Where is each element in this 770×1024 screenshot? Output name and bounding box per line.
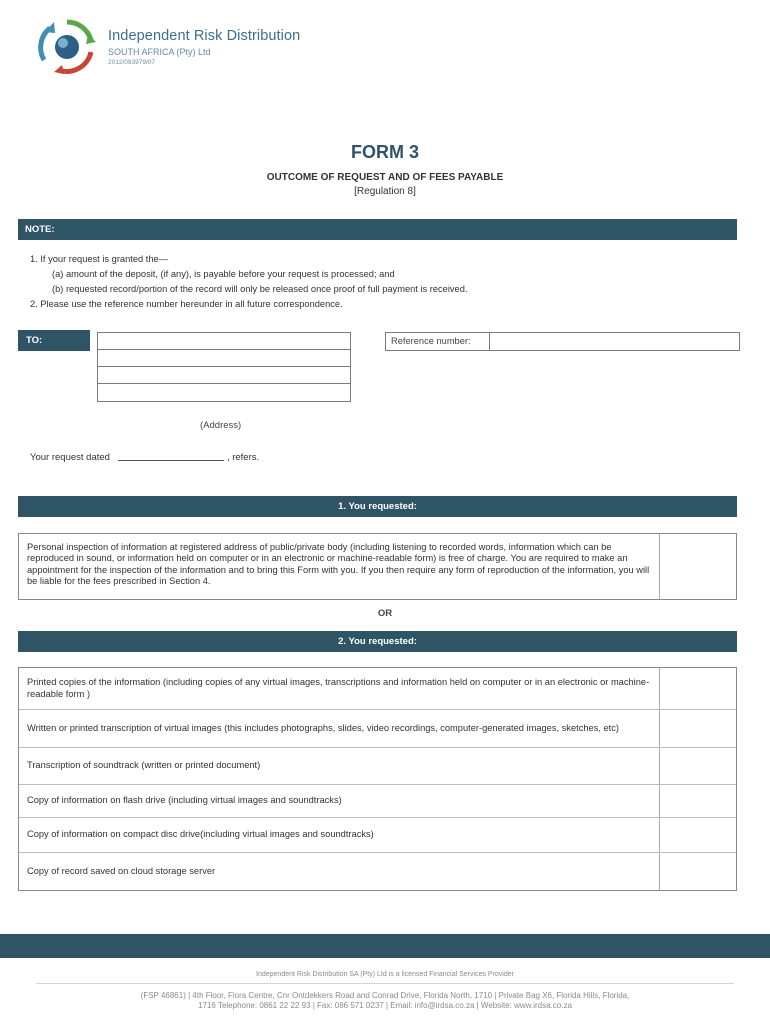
option-checkbox[interactable] [660,853,736,890]
footer-address [0,991,770,1011]
note-item: 2. Please use the reference number hereunder in all future correspondence. [30,299,343,309]
company-name: Independent Risk Distribution [108,28,301,44]
option-row [19,853,736,890]
footer-divider [36,983,734,984]
company-logo [36,18,98,76]
option-row [19,785,736,818]
option-checkbox[interactable] [660,710,736,747]
option-label: Written or printed transcription of virtual images (this includes photographs, slides, video recordings, computer-generated images, sketches, etc) [19,710,660,747]
option-checkbox[interactable] [660,668,736,709]
section1-text: Personal inspection of information at registered address of public/private body (including listening to recorded words, information which can be reproduced in sound, or information held on computer or in an electronic or machine-readable form) is free of charge. You are required to make an appointment for the inspection of the information and to bring this Form with you. If you then require any form of reproduction of the information, you will be liable for the fees prescribed in Section 4. [19,534,660,599]
option-row [19,818,736,853]
address-field [97,332,351,402]
footer-bar [0,934,770,958]
option-label: Copy of information on flash drive (including virtual images and soundtracks) [19,785,660,817]
footer-licence: Independent Risk Distribution SA (Pty) Ltd is a licensed Financial Services Provider [256,971,514,978]
address-line-4[interactable] [98,384,350,401]
address-caption: (Address) [200,420,242,431]
option-checkbox[interactable] [660,748,736,784]
section1-option [18,533,737,600]
address-line-2[interactable] [98,350,350,367]
form-subtitle: OUTCOME OF REQUEST AND OF FEES PAYABLE [266,172,504,183]
option-row [19,668,736,710]
request-dated-row [30,451,259,463]
option-checkbox[interactable] [660,785,736,817]
footer-address-line-2: 1716 Telephone: 0861 22 22 93 | Fax: 086 571 0237 | Email: info@irdsa.co.za | Website: www.irdsa.co.za [198,1001,572,1010]
to-label: TO: [18,330,90,351]
note-item: (b) requested record/portion of the record will only be released once proof of full payment is received. [52,284,468,294]
reference-number-field [385,332,740,351]
option-label: Printed copies of the information (including copies of any virtual images, transcriptions and information held on computer or in an electronic or machine-readable form ) [19,668,660,709]
reference-number-input[interactable] [490,333,739,350]
request-dated-label: Your request dated [30,452,110,463]
company-subtitle: SOUTH AFRICA (Pty) Ltd [108,47,211,57]
company-header [108,28,300,66]
note-item: 1. If your request is granted the— [30,254,168,264]
footer-address-line-1: (FSP 46861) | 4th Floor, Flora Centre, Cnr Ontdekkers Road and Conrad Drive, Florida North, 1710 | Private Bag X6, Florida Hills, Florida, [140,991,630,1000]
section2-options [18,667,737,891]
address-line-3[interactable] [98,367,350,384]
request-date-input[interactable] [118,451,224,461]
or-separator: OR [377,608,393,619]
section1-checkbox[interactable] [660,534,736,599]
address-line-1[interactable] [98,333,350,350]
option-label: Copy of information on compact disc drive(including virtual images and soundtracks) [19,818,660,852]
note-list [30,252,467,312]
section2-bar: 2. You requested: [18,631,737,652]
note-bar: NOTE: [18,219,737,240]
refers-text: , refers. [226,452,260,463]
option-row [19,748,736,785]
form-title: FORM 3 [350,142,419,162]
form-regulation: [Regulation 8] [354,186,416,197]
reference-number-label: Reference number: [386,333,490,350]
option-checkbox[interactable] [660,818,736,852]
option-row [19,710,736,748]
option-label: Copy of record saved on cloud storage server [19,853,660,890]
note-item: (a) amount of the deposit, (if any), is payable before your request is processed; and [52,269,395,279]
section1-bar: 1. You requested: [18,496,737,517]
company-registration: 2012/093979/07 [108,59,155,66]
option-label: Transcription of soundtrack (written or printed document) [19,748,660,784]
